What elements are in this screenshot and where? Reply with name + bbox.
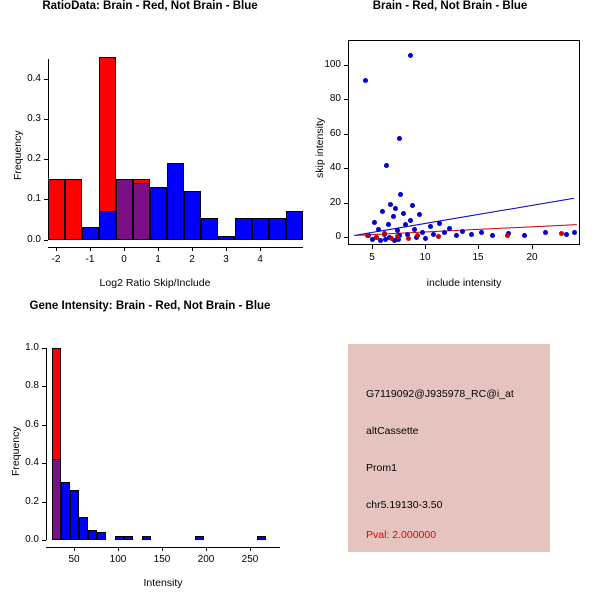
scatter-point-brain [374,235,379,240]
y-tick [344,99,348,100]
bar-overlap [52,459,61,540]
x-axis-line [46,547,280,548]
y-tick-label: 1.0 [25,342,39,353]
y-tick-label: 0.0 [27,234,41,245]
y-tick-label: 0.4 [25,457,39,468]
scatter-point-brain [436,234,441,239]
x-tick [158,247,159,251]
x-tick [532,245,533,249]
x-tick-label: 4 [257,254,263,265]
y-tick [344,168,348,169]
scatter-point-notbrain [417,212,422,217]
x-tick [206,547,207,551]
x-tick-label: 2 [189,254,195,265]
scatter-point-notbrain [388,202,393,207]
intensity-scatter-panel [300,0,600,300]
y-tick-label: 80 [329,93,341,104]
bar-blue [115,536,124,540]
scatter-point-notbrain [380,209,385,214]
bar-blue [79,517,88,540]
bar-blue [142,536,151,540]
scatter-point-notbrain [393,206,398,211]
y-tick [44,159,48,160]
scatter-point-notbrain [391,214,396,219]
x-tick [478,245,479,249]
x-tick-label: 3 [223,254,229,265]
bar-red [48,179,65,240]
y-tick [42,348,46,349]
y-tick-label: 60 [329,128,341,139]
scatter-point-brain [505,233,510,238]
scatter-point-brain [395,234,400,239]
x-tick-label: 10 [419,252,431,263]
scatter-point-notbrain [397,136,402,141]
scatter-point-notbrain [469,232,474,237]
x-tick-label: 50 [68,554,80,565]
scatter-point-notbrain [490,233,495,238]
x-tick [118,547,119,551]
scatter-point-brain [365,233,370,238]
scatter-point-notbrain [372,220,377,225]
x-tick [74,547,75,551]
y-tick [344,65,348,66]
y-tick-label: 0.4 [27,73,41,84]
y-tick-label: 0.1 [27,193,41,204]
bar-blue [70,490,79,540]
scatter-point-notbrain [384,163,389,168]
x-tick [90,247,91,251]
info-event-type: altCassette [366,425,419,437]
scatter-point-notbrain [403,222,408,227]
x-tick-label: 0 [121,254,127,265]
scatter-point-notbrain [376,227,381,232]
bar-blue [257,536,266,540]
x-tick-label: 5 [369,252,375,263]
x-axis-title: Intensity [143,577,183,589]
scatter-point-notbrain [479,230,484,235]
x-tick [192,247,193,251]
scatter-point-notbrain [454,233,459,238]
scatter-point-notbrain [564,232,569,237]
bar-overlap [133,183,150,240]
bar-blue [235,218,252,240]
gene-intensity-panel [0,300,300,600]
y-tick [42,540,46,541]
x-tick-label: 20 [526,252,538,263]
scatter-point-notbrain [408,218,413,223]
y-tick-label: 100 [324,59,341,70]
y-tick [344,203,348,204]
scatter-point-notbrain [447,226,452,231]
scatter-point-notbrain [408,53,413,58]
y-axis-title: Frequency [10,426,22,476]
bar-blue [97,532,106,540]
x-tick-label: 250 [241,554,259,565]
x-tick [250,547,251,551]
x-tick-label: -1 [85,254,95,265]
x-tick-label: 150 [153,554,171,565]
bar-blue [218,236,235,240]
scatter-plot-frame [348,40,580,245]
bar-overlap [116,179,133,240]
bar-blue [150,187,167,240]
scatter-point-notbrain [460,229,465,234]
scatter-point-notbrain [437,221,442,226]
x-axis-title: Log2 Ratio Skip/Include [99,277,211,289]
scatter-point-brain [415,233,420,238]
ratio-histogram-panel [0,0,300,300]
x-tick [56,247,57,251]
bar-blue [269,218,286,240]
y-tick [44,240,48,241]
x-tick [162,547,163,551]
y-tick-label: 0.0 [25,534,39,545]
x-tick-label: 100 [109,554,127,565]
scatter-point-notbrain [363,78,368,83]
bar-blue [252,218,269,240]
y-tick [42,502,46,503]
scatter-point-notbrain [423,236,428,241]
info-locus: chr5.19130-3.50 [366,499,443,511]
scatter-point-brain [389,236,394,241]
y-tick-label: 0.8 [25,380,39,391]
y-tick [44,119,48,120]
y-tick-label: 0 [335,231,341,242]
bar-blue [99,211,116,240]
y-tick [44,79,48,80]
y-tick-label: 20 [329,197,341,208]
x-axis-title: include intensity [426,277,502,289]
y-tick [42,386,46,387]
x-tick [226,247,227,251]
y-tick-label: 0.6 [25,419,39,430]
x-tick [425,245,426,249]
y-tick-label: 0.3 [27,113,41,124]
y-axis-line [46,348,47,540]
bar-blue [82,227,99,240]
y-tick-label: 0.2 [25,496,39,507]
y-axis-title: Frequency [12,130,24,180]
y-axis-line [48,59,49,240]
y-tick [42,463,46,464]
scatter-title: Brain - Red, Not Brain - Blue [372,0,528,12]
scatter-point-brain [406,236,411,241]
bar-blue [61,482,70,540]
ratio-histogram-title: RatioData: Brain - Red, Not Brain - Blue [42,0,258,12]
scatter-point-notbrain [410,203,415,208]
bar-blue [167,163,184,240]
x-tick [124,247,125,251]
x-tick [260,247,261,251]
scatter-point-notbrain [442,230,447,235]
gene-intensity-title: Gene Intensity: Brain - Red, Not Brain - Blue [29,300,271,312]
x-tick-label: -2 [51,254,61,265]
bar-blue [195,536,204,540]
scatter-point-notbrain [386,222,391,227]
y-tick [44,199,48,200]
scatter-point-notbrain [401,211,406,216]
x-tick-label: 1 [155,254,161,265]
y-tick [344,237,348,238]
scatter-point-notbrain [572,230,577,235]
scatter-point-notbrain [428,224,433,229]
x-axis-line [48,247,303,248]
y-tick-label: 0.2 [27,153,41,164]
bar-blue [88,530,97,540]
info-pval: Pval: 2.000000 [366,529,437,541]
scatter-point-notbrain [543,230,548,235]
scatter-point-brain [382,231,387,236]
x-tick [372,245,373,249]
scatter-point-notbrain [420,230,425,235]
bar-blue [184,191,201,240]
bar-blue [124,536,133,540]
scatter-point-notbrain [522,233,527,238]
y-tick [344,134,348,135]
x-tick-label: 200 [197,554,215,565]
scatter-point-brain [559,231,564,236]
scatter-point-notbrain [398,192,403,197]
gene-info-panel [348,344,550,552]
y-tick [42,425,46,426]
info-gene-id: G7119092@J935978_RC@i_at [366,388,514,400]
bar-red [65,179,82,240]
y-tick-label: 40 [329,162,341,173]
info-gene-symbol: Prom1 [366,462,397,474]
y-axis-title: skip intensity [314,117,326,178]
x-tick-label: 15 [472,252,484,263]
scatter-point-notbrain [412,227,417,232]
bar-blue [201,218,218,240]
